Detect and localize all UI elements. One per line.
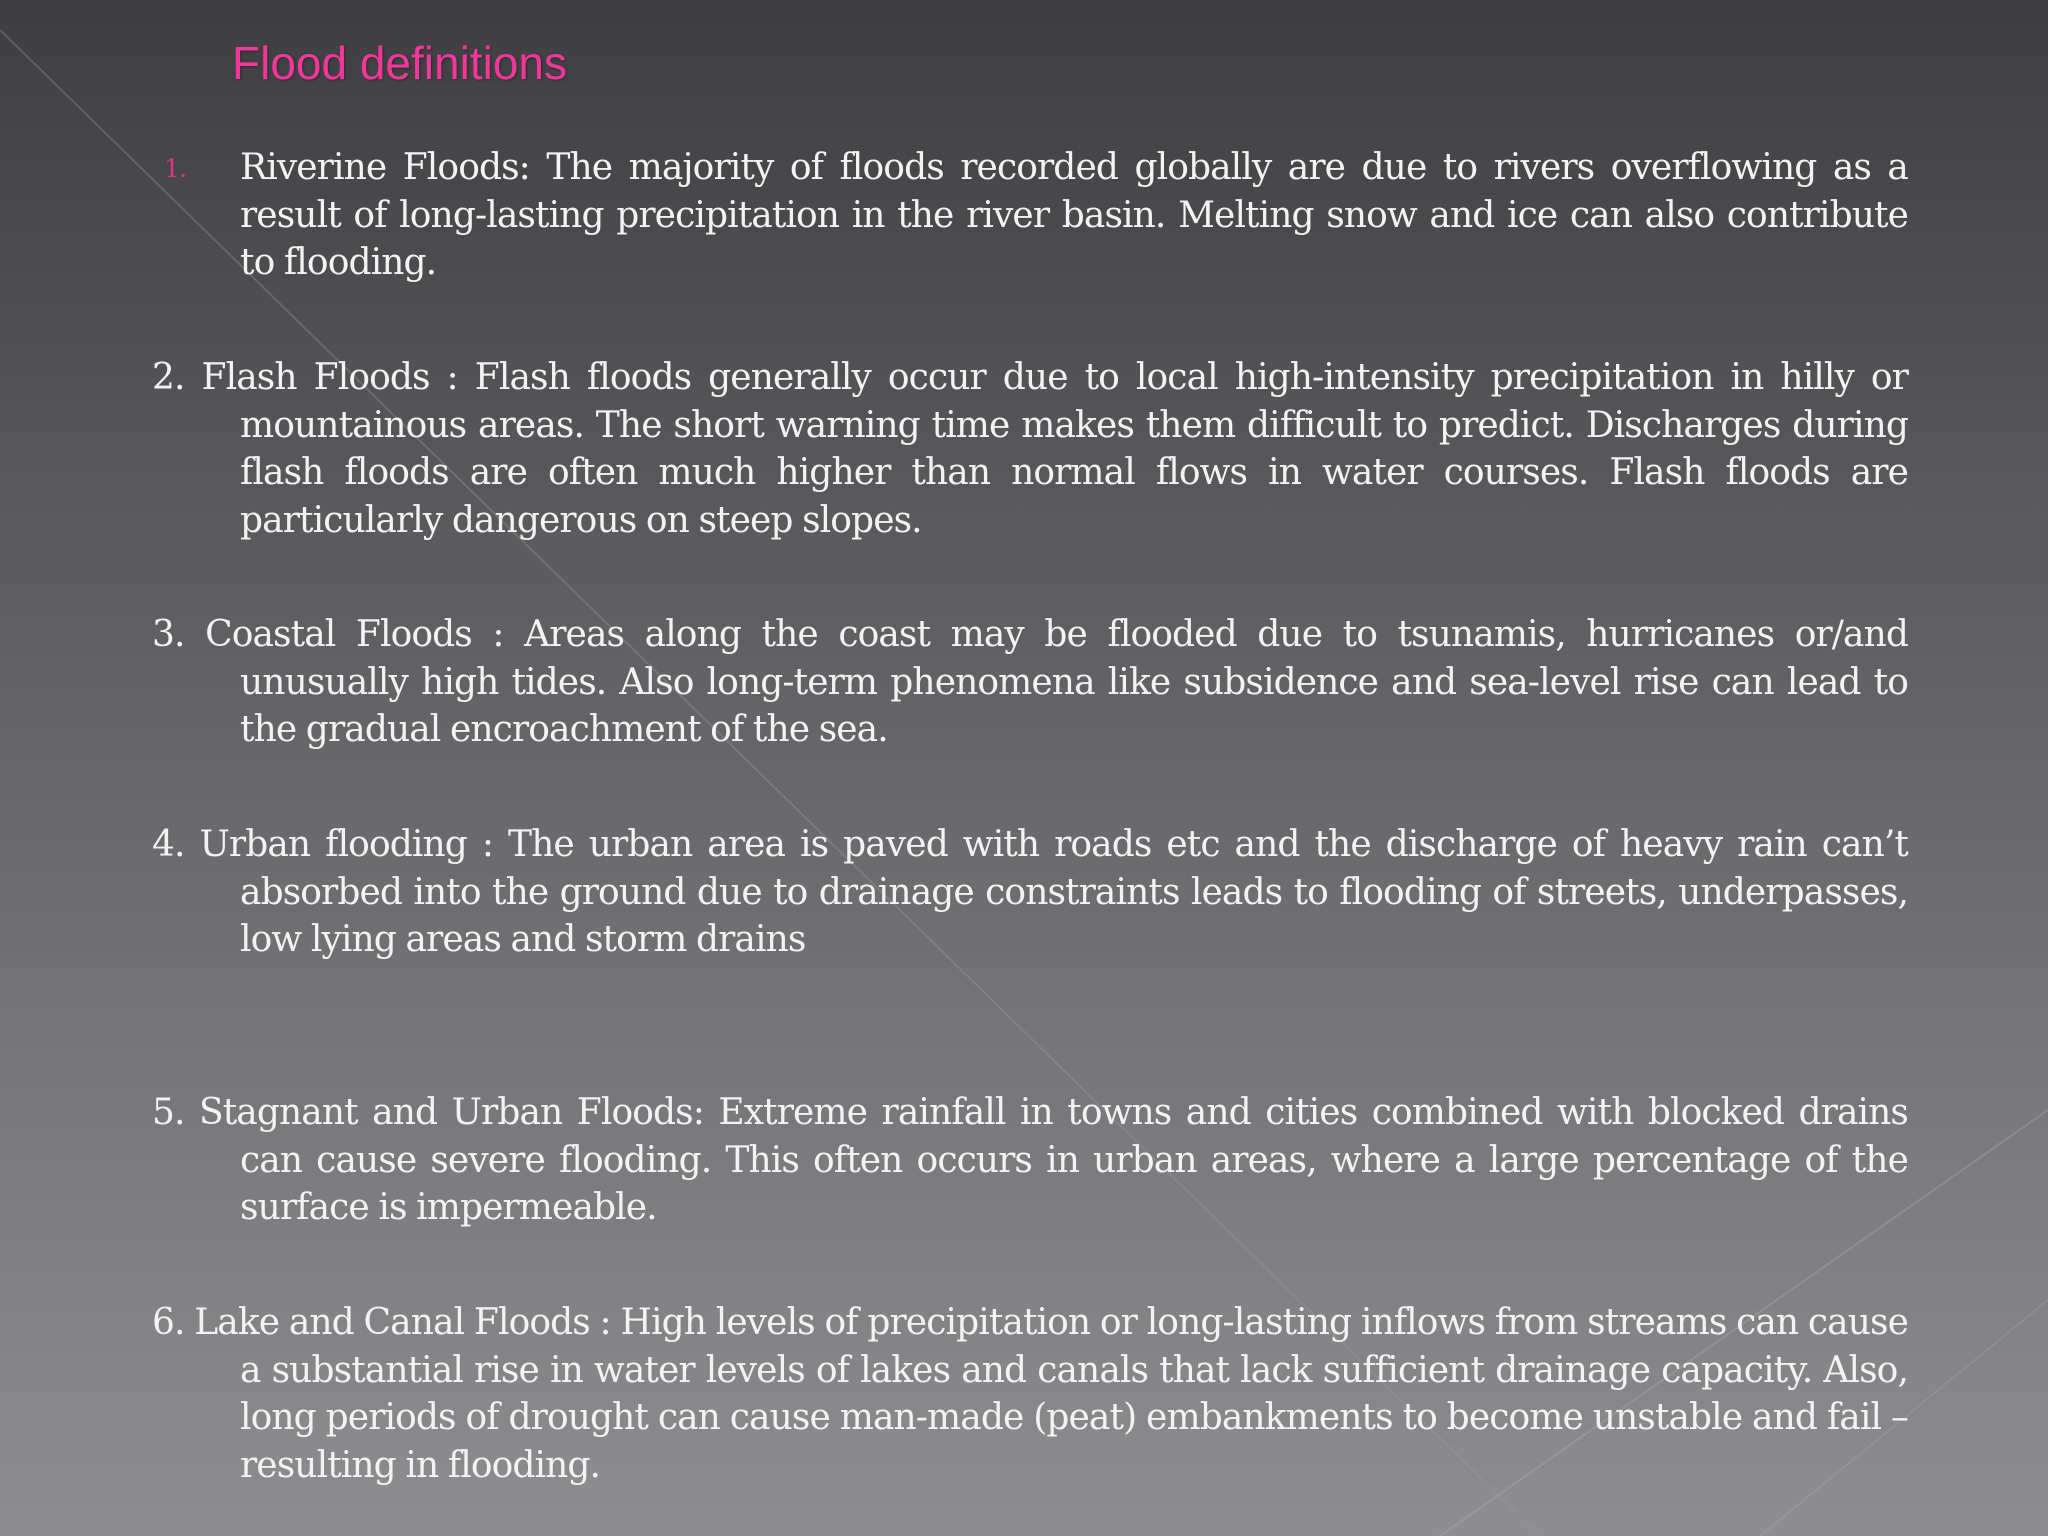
- slide-title: Flood definitions: [232, 37, 567, 89]
- list-item: [152, 354, 1908, 544]
- list-item: [152, 1299, 1908, 1489]
- list-item-text: Riverine Floods: The majority of floods recorded globally are due to rivers overflowing as a result of long-lasting precipitation in the river basin. Melting snow and ice can also contribute to flooding.: [240, 147, 1908, 283]
- list-item-text: 2. Flash Floods : Flash floods generally occur due to local high-intensity precipitation in hilly or mountainous areas. The short warning time makes them difficult to predict. Discharges during flash floods are often much higher than normal flows in water courses. Flash floods are particularly dangerous on steep slopes.: [152, 357, 1908, 541]
- list-item-number: 1.: [164, 154, 187, 183]
- list-item: [152, 1089, 1908, 1232]
- list-item-text: 3. Coastal Floods : Areas along the coast may be flooded due to tsunamis, hurricanes or/and unusually high tides. Also long-term phenomena like subsidence and sea-level rise can lead to the gradual encroachment of the sea.: [152, 614, 1908, 750]
- list-item: [152, 821, 1908, 964]
- list-item: [152, 611, 1908, 754]
- list-item-text: 4. Urban flooding : The urban area is paved with roads etc and the discharge of heavy rain can’t absorbed into the ground due to drainage constraints leads to flooding of streets, underpasses, low lying areas and storm drains: [152, 824, 1908, 960]
- list-item: [152, 144, 1908, 287]
- list-item-text: 5. Stagnant and Urban Floods: Extreme rainfall in towns and cities combined with blocked drains can cause severe flooding. This often occurs in urban areas, where a large percentage of the surface is impermeable.: [152, 1092, 1908, 1228]
- list-item-text: 6. Lake and Canal Floods : High levels of precipitation or long-lasting inflows from streams can cause a substantial rise in water levels of lakes and canals that lack sufficient drainage capacity. Also, long periods of drought can cause man-made (peat) embankments to become unstable and fail – resulting in flooding.: [152, 1302, 1908, 1486]
